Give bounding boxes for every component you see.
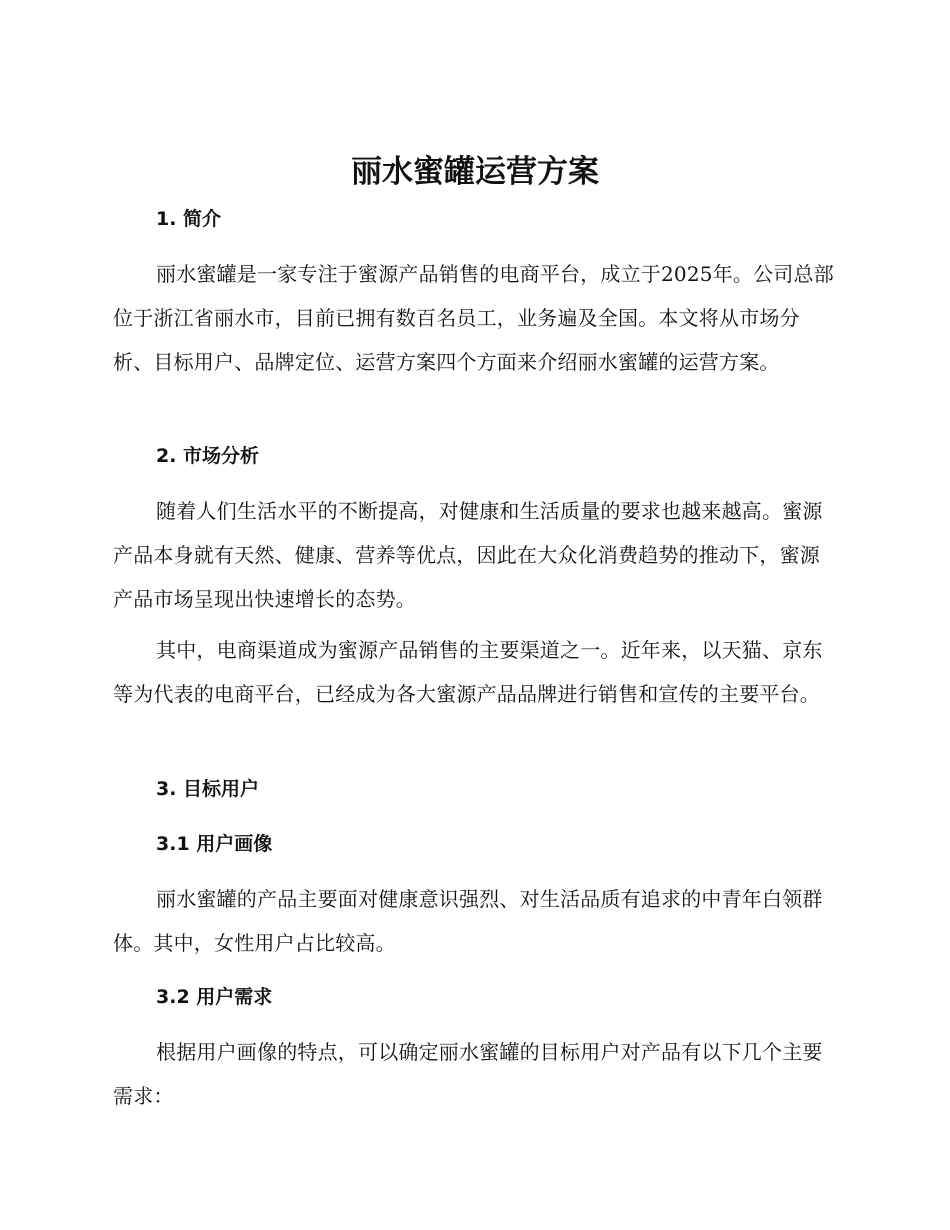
market-analysis-paragraph-2: 其中，电商渠道成为蜜源产品销售的主要渠道之一。近年来，以天猫、京东等为代表的电商平台，已经成为各大蜜源产品品牌进行销售和宣传的主要平台。 (113, 638, 823, 706)
section-heading-target-users: 3. 目标用户 (156, 778, 260, 800)
document-title: 丽水蜜罐运营方案 (351, 154, 599, 190)
user-profile-paragraph: 丽水蜜罐的产品主要面对健康意识强烈、对生活品质有追求的中青年白领群体。其中，女性用户占比较高。 (113, 887, 823, 955)
section-heading-user-needs: 3.2 用户需求 (156, 986, 273, 1008)
user-needs-paragraph: 根据用户画像的特点，可以确定丽水蜜罐的目标用户对产品有以下几个主要需求： (113, 1040, 823, 1108)
section-heading-market-analysis: 2. 市场分析 (156, 445, 260, 467)
section-heading-user-profile: 3.1 用户画像 (156, 833, 273, 855)
section-heading-intro: 1. 简介 (156, 208, 222, 230)
intro-paragraph: 丽水蜜罐是一家专注于蜜源产品销售的电商平台，成立于2025年。公司总部位于浙江省丽水市，目前已拥有数百名员工，业务遍及全国。本文将从市场分析、目标用户、品牌定位、运营方案四个方面来介绍丽水蜜罐的运营方案。 (113, 262, 834, 374)
market-analysis-paragraph-1: 随着人们生活水平的不断提高，对健康和生活质量的要求也越来越高。蜜源产品本身就有天然、健康、营养等优点，因此在大众化消费趋势的推动下，蜜源产品市场呈现出快速增长的态势。 (113, 499, 823, 611)
